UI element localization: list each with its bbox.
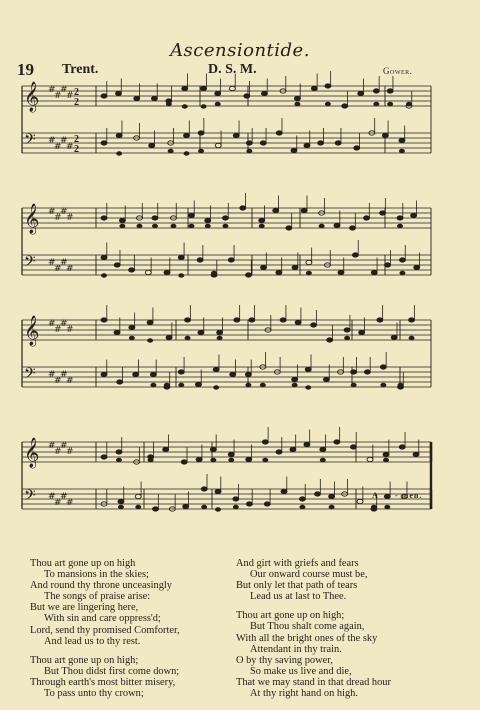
note-head: [399, 271, 405, 275]
note-head: [114, 330, 120, 334]
note-head: [261, 91, 267, 95]
note-head: [409, 336, 415, 340]
sharp-icon: #: [66, 376, 74, 386]
bass-clef-icon: 𝄢: [24, 131, 36, 152]
note-head: [201, 505, 207, 509]
note-head: [301, 208, 307, 212]
note-head: [387, 89, 393, 93]
note-head: [116, 450, 122, 454]
note-head: [166, 102, 172, 106]
note-head: [101, 255, 107, 259]
verse-line: O by thy saving power,: [236, 654, 333, 666]
verse-line: But we are lingering here,: [30, 602, 139, 614]
note-head: [294, 102, 300, 106]
note-head: [195, 382, 201, 386]
note-head: [391, 335, 397, 339]
note-head: [178, 370, 184, 374]
note-head: [133, 372, 139, 376]
note-head: [320, 458, 326, 462]
note-head: [350, 445, 356, 449]
note-head: [240, 206, 246, 210]
note-head: [135, 505, 141, 509]
note-head: [414, 265, 420, 269]
sharp-icon: #: [66, 264, 74, 274]
note-head: [152, 224, 158, 228]
note-head: [101, 94, 107, 98]
note-head: [215, 143, 221, 147]
note-head: [210, 447, 216, 451]
verse-line: But Thou didst first come down;: [44, 665, 180, 677]
note-head: [118, 499, 124, 503]
note-head: [246, 149, 252, 153]
note-head: [299, 497, 305, 501]
sharp-icon: #: [60, 492, 68, 502]
note-head: [398, 383, 404, 387]
bass-clef-icon: 𝄢: [24, 365, 36, 386]
verse-line: And girt with griefs and fears: [236, 558, 359, 569]
sharp-icon: #: [60, 370, 68, 380]
composer: Gower.: [383, 66, 413, 76]
note-head: [325, 84, 331, 88]
bass-clef-icon: 𝄢: [24, 487, 36, 508]
note-head: [129, 325, 135, 329]
note-head: [150, 372, 156, 376]
sharp-icon: #: [60, 258, 68, 268]
sharp-icon: #: [60, 85, 68, 95]
note-head: [411, 213, 417, 217]
time-signature: 2: [74, 144, 79, 155]
verse: [236, 610, 391, 699]
sharp-icon: #: [48, 136, 56, 146]
time-signature: 2: [74, 87, 79, 98]
note-head: [183, 133, 189, 137]
note-head: [291, 148, 297, 152]
sharp-icon: #: [48, 319, 56, 329]
note-head: [119, 218, 125, 222]
sharp-icon: #: [66, 498, 74, 508]
note-head: [197, 258, 203, 262]
note-head: [320, 447, 326, 451]
sharp-icon: #: [54, 325, 62, 335]
note-head: [357, 499, 363, 503]
sharp-icon: #: [54, 447, 62, 457]
note-head: [371, 271, 377, 275]
note-head: [350, 226, 356, 230]
note-head: [183, 505, 189, 509]
note-head: [262, 440, 268, 444]
note-head: [305, 367, 311, 371]
note-head: [230, 372, 236, 376]
note-head: [185, 336, 191, 340]
time-signature: 2: [74, 134, 79, 145]
sharp-icon: #: [48, 207, 56, 217]
note-head: [406, 102, 412, 106]
note-head: [178, 273, 184, 277]
note-head: [358, 91, 364, 95]
note-head: [359, 330, 365, 334]
note-head: [233, 497, 239, 501]
verses-right-column: [236, 558, 391, 707]
note-head: [318, 141, 324, 145]
note-head: [305, 385, 311, 389]
tune-name: Trent.: [62, 62, 99, 77]
note-head: [229, 86, 235, 90]
amen-men: - men.: [395, 491, 423, 500]
note-head: [245, 383, 251, 387]
note-head: [101, 372, 107, 376]
note-head: [311, 86, 317, 90]
note-head: [315, 492, 321, 496]
note-head: [306, 260, 312, 264]
note-head: [244, 94, 250, 98]
note-head: [145, 270, 151, 274]
note-head: [228, 458, 234, 462]
note-head: [114, 263, 120, 267]
note-head: [217, 336, 223, 340]
note-head: [170, 224, 176, 228]
note-head: [196, 458, 202, 462]
note-head: [281, 489, 287, 493]
note-head: [233, 505, 239, 509]
note-head: [168, 149, 174, 153]
note-head: [166, 336, 172, 340]
note-head: [198, 330, 204, 334]
note-head: [409, 318, 415, 322]
note-head: [205, 224, 211, 228]
note-head: [344, 328, 350, 332]
note-head: [215, 91, 221, 95]
note-head: [101, 318, 107, 322]
note-head: [351, 383, 357, 387]
note-head: [182, 104, 188, 108]
note-head: [383, 458, 389, 462]
verse-line: But Thou shalt come again,: [250, 621, 365, 633]
note-head: [185, 318, 191, 322]
note-head: [135, 494, 141, 498]
sharp-icon: #: [54, 498, 62, 508]
sharp-icon: #: [60, 136, 68, 146]
note-head: [385, 263, 391, 267]
treble-clef-icon: 𝄞: [24, 438, 40, 468]
note-head: [116, 133, 122, 137]
note-head: [264, 502, 270, 506]
note-head: [152, 216, 158, 220]
note-head: [222, 224, 228, 228]
note-head: [201, 86, 207, 90]
verse-line: At thy right hand on high.: [250, 688, 358, 700]
note-head: [213, 385, 219, 389]
note-head: [101, 273, 107, 277]
note-head: [259, 218, 265, 222]
sharp-icon: #: [54, 264, 62, 274]
note-head: [292, 265, 298, 269]
note-head: [334, 223, 340, 227]
note-head: [163, 447, 169, 451]
note-head: [299, 505, 305, 509]
note-head: [249, 318, 255, 322]
verse: [236, 558, 391, 602]
note-head: [246, 273, 252, 277]
note-head: [342, 104, 348, 108]
note-head: [399, 149, 405, 153]
note-head: [228, 258, 234, 262]
verses-left-column: [30, 558, 180, 707]
note-head: [354, 146, 360, 150]
note-head: [304, 143, 310, 147]
note-head: [352, 253, 358, 257]
note-head: [234, 318, 240, 322]
note-head: [215, 489, 221, 493]
note-head: [290, 447, 296, 451]
note-head: [136, 224, 142, 228]
time-signature: 2: [74, 97, 79, 108]
note-head: [205, 218, 211, 222]
verse-line: Lead us at last to Thee.: [250, 591, 347, 603]
note-head: [117, 380, 123, 384]
verse-line: And round thy throne unceasingly: [30, 580, 172, 592]
note-head: [399, 138, 405, 142]
note-head: [183, 151, 189, 155]
verse-line: And lead us to thy rest.: [44, 635, 141, 647]
note-head: [217, 330, 223, 334]
note-head: [148, 458, 154, 462]
note-head: [335, 141, 341, 145]
note-head: [371, 505, 377, 509]
note-head: [222, 216, 228, 220]
sharp-icon: #: [66, 142, 74, 152]
note-head: [260, 383, 266, 387]
note-head: [329, 494, 335, 498]
note-head: [413, 452, 419, 456]
note-head: [397, 216, 403, 220]
verse-line: But only let that path of tears: [236, 580, 358, 592]
note-head: [323, 377, 329, 381]
note-head: [380, 365, 386, 369]
note-head: [397, 224, 403, 228]
note-head: [380, 383, 386, 387]
verse-line: Thou art gone up on high: [30, 558, 136, 569]
sharp-icon: #: [66, 447, 74, 457]
bass-clef-icon: 𝄢: [24, 253, 36, 274]
note-head: [306, 271, 312, 275]
note-head: [383, 452, 389, 456]
verse-line: That we may stand in that dread hour: [236, 676, 391, 688]
note-head: [338, 270, 344, 274]
verse-line: With sin and care oppress'd;: [44, 613, 161, 625]
note-head: [363, 216, 369, 220]
note-head: [101, 216, 107, 220]
note-head: [364, 370, 370, 374]
sharp-icon: #: [66, 213, 74, 223]
note-head: [319, 224, 325, 228]
note-head: [262, 458, 268, 462]
note-head: [153, 507, 159, 511]
note-head: [134, 96, 140, 100]
note-head: [181, 460, 187, 464]
note-head: [147, 320, 153, 324]
verse-line: Our onward course must be,: [250, 569, 368, 581]
verse-line: With all the bright ones of the sky: [236, 632, 378, 644]
note-head: [211, 271, 217, 275]
sharp-icon: #: [60, 319, 68, 329]
sharp-icon: #: [66, 325, 74, 335]
note-head: [276, 131, 282, 135]
note-head: [280, 318, 286, 322]
note-head: [164, 383, 170, 387]
note-head: [188, 213, 194, 217]
sharp-icon: #: [48, 85, 56, 95]
note-head: [276, 450, 282, 454]
verse-line: Thou art gone up on high;: [30, 654, 139, 666]
note-head: [387, 102, 393, 106]
note-head: [294, 96, 300, 100]
note-head: [150, 383, 156, 387]
verse-line: So make us live and die,: [250, 665, 352, 677]
note-head: [259, 224, 265, 228]
note-head: [334, 440, 340, 444]
note-head: [351, 370, 357, 374]
hymn-number: 19: [17, 60, 34, 79]
note-head: [344, 336, 350, 340]
sharp-icon: #: [60, 207, 68, 217]
note-head: [273, 208, 279, 212]
sharp-icon: #: [66, 91, 74, 101]
note-head: [201, 487, 207, 491]
sharp-icon: #: [48, 258, 56, 268]
note-head: [129, 268, 135, 272]
note-head: [295, 320, 301, 324]
note-head: [151, 96, 157, 100]
note-head: [260, 141, 266, 145]
note-head: [292, 383, 298, 387]
note-head: [286, 226, 292, 230]
verse: [30, 655, 180, 699]
note-head: [382, 133, 388, 137]
sharp-icon: #: [48, 370, 56, 380]
note-head: [182, 86, 188, 90]
note-head: [311, 323, 317, 327]
note-head: [210, 458, 216, 462]
note-head: [129, 336, 135, 340]
verse-line: To mansions in the skies;: [44, 569, 149, 581]
note-head: [399, 445, 405, 449]
note-head: [149, 143, 155, 147]
note-head: [292, 377, 298, 381]
sharp-icon: #: [48, 492, 56, 502]
note-head: [327, 338, 333, 342]
note-head: [116, 458, 122, 462]
verse-line: To pass unto thy crown;: [44, 688, 144, 700]
note-head: [147, 338, 153, 342]
note-head: [116, 151, 122, 155]
note-head: [101, 141, 107, 145]
note-head: [384, 494, 390, 498]
sharp-icon: #: [54, 376, 62, 386]
sharp-icon: #: [60, 441, 68, 451]
verse-line: Attendant in thy train.: [250, 643, 342, 655]
verse-line: The songs of praise arise:: [44, 591, 151, 603]
treble-clef-icon: 𝄞: [24, 82, 40, 112]
note-head: [228, 452, 234, 456]
sharp-icon: #: [54, 91, 62, 101]
note-head: [329, 505, 335, 509]
note-head: [119, 224, 125, 228]
note-head: [233, 133, 239, 137]
note-head: [115, 91, 121, 95]
amen-a: A: [372, 491, 379, 500]
note-head: [201, 104, 207, 108]
meter: D. S. M.: [208, 62, 257, 77]
verse: [30, 558, 180, 647]
note-head: [188, 224, 194, 228]
note-head: [373, 89, 379, 93]
note-head: [178, 383, 184, 387]
treble-clef-icon: 𝄞: [24, 204, 40, 234]
note-head: [245, 372, 251, 376]
sharp-icon: #: [54, 213, 62, 223]
note-head: [399, 258, 405, 262]
note-head: [118, 505, 124, 509]
note-head: [215, 102, 221, 106]
note-head: [215, 507, 221, 511]
verse-line: Thou art gone up on high;: [236, 610, 345, 622]
note-head: [304, 442, 310, 446]
note-head: [198, 131, 204, 135]
verse-line: Through earth's most bitter misery,: [30, 676, 176, 688]
note-head: [276, 271, 282, 275]
note-head: [377, 318, 383, 322]
sharp-icon: #: [54, 142, 62, 152]
sharp-icon: #: [48, 441, 56, 451]
note-head: [246, 458, 252, 462]
verse-line: Lord, send thy promised Comforter,: [30, 624, 180, 636]
note-head: [101, 455, 107, 459]
note-head: [373, 102, 379, 106]
note-head: [178, 255, 184, 259]
note-head: [213, 367, 219, 371]
note-head: [261, 265, 267, 269]
note-head: [384, 505, 390, 509]
note-head: [198, 149, 204, 153]
treble-clef-icon: 𝄞: [24, 316, 40, 346]
note-head: [325, 102, 331, 106]
note-head: [164, 270, 170, 274]
note-head: [380, 211, 386, 215]
note-head: [246, 141, 252, 145]
section-title: Ascensiontide.: [170, 40, 310, 61]
note-head: [367, 457, 373, 461]
note-head: [246, 502, 252, 506]
